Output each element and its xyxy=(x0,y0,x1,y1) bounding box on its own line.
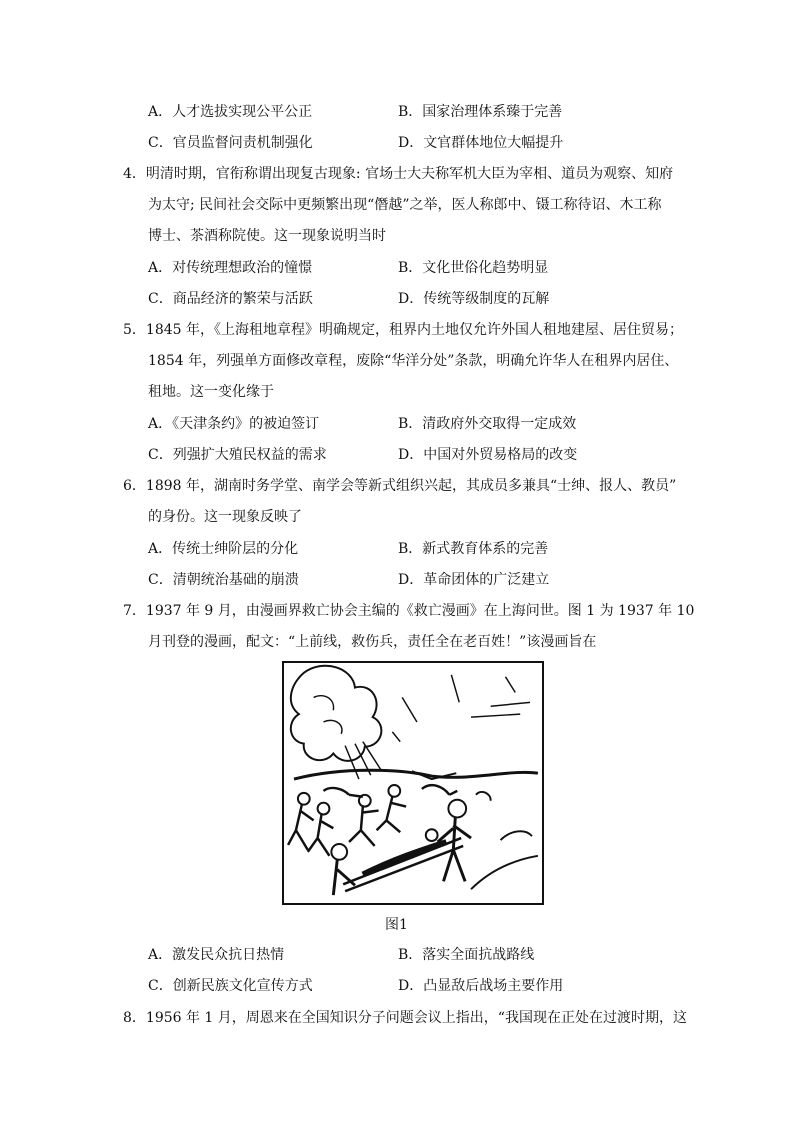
cartoon-figure xyxy=(282,661,544,905)
q3-option-b: B．国家治理体系臻于完善 xyxy=(398,104,563,120)
q5-option-c: C．列强扩大殖民权益的需求 xyxy=(148,447,327,463)
figure-caption: 图1 xyxy=(385,917,408,933)
q6-option-d: D．革命团体的广泛建立 xyxy=(398,572,550,588)
q4-option-b: B．文化世俗化趋势明显 xyxy=(398,260,549,276)
q7-option-a: A．激发民众抗日热情 xyxy=(148,947,285,963)
q5-option-b: B．清政府外交取得一定成效 xyxy=(398,416,577,432)
q4-stem-line-1: 4．明清时期，官衔称谓出现复古现象: 官场士大夫称军机大臣为宰相、道员为观察、知府 xyxy=(123,166,674,182)
q4-stem-line-3: 博士、茶酒称院使。这一现象说明当时 xyxy=(148,228,386,244)
q3-option-d: D．文官群体地位大幅提升 xyxy=(398,135,564,151)
q5-stem-line-1: 5．1845 年，《上海租地章程》明确规定，租界内土地仅允许外国人租地建屋、居住贸易； xyxy=(123,322,683,338)
q5-stem-line-3: 租地。这一变化缘于 xyxy=(148,384,274,400)
q3-option-a: A．人才选拔实现公平公正 xyxy=(148,104,313,120)
q7-stem-line-2: 月刊登的漫画，配文：“上前线，救伤兵，责任全在老百姓！”该漫画旨在 xyxy=(148,634,597,650)
q5-option-d: D．中国对外贸易格局的改变 xyxy=(398,447,578,463)
q6-stem-line-2: 的身份。这一现象反映了 xyxy=(148,509,302,525)
q6-option-a: A．传统士绅阶层的分化 xyxy=(148,541,299,557)
q4-stem-line-2: 为太守; 民间社会交际中更频繁出现“僭越”之举，医人称郎中、镊工称待诏、木工称 xyxy=(148,197,662,213)
q7-option-c: C．创新民族文化宣传方式 xyxy=(148,978,313,994)
q6-stem-line-1: 6．1898 年，湖南时务学堂、南学会等新式组织兴起，其成员多兼具“士绅、报人、教员” xyxy=(123,478,677,494)
q7-option-b: B．落实全面抗战路线 xyxy=(398,947,535,963)
q4-option-d: D．传统等级制度的瓦解 xyxy=(398,291,550,307)
q3-option-c: C．官员监督问责机制强化 xyxy=(148,135,313,151)
cartoon-illustration xyxy=(284,663,542,903)
q6-option-b: B．新式教育体系的完善 xyxy=(398,541,549,557)
q5-option-a: A．《天津条约》的被迫签订 xyxy=(148,416,320,432)
q4-option-c: C．商品经济的繁荣与活跃 xyxy=(148,291,313,307)
q8-stem-line-1: 8．1956 年 1 月，周恩来在全国知识分子问题会议上指出，“我国现在正处在过渡时期，这 xyxy=(123,1010,687,1026)
q5-stem-line-2: 1854 年，列强单方面修改章程，废除“华洋分处”条款，明确允许华人在租界内居住、 xyxy=(148,353,679,369)
q4-option-a: A．对传统理想政治的憧憬 xyxy=(148,260,313,276)
q6-option-c: C．清朝统治基础的崩溃 xyxy=(148,572,299,588)
q7-option-d: D．凸显敌后战场主要作用 xyxy=(398,978,564,994)
q7-stem-line-1: 7．1937 年 9 月，由漫画界救亡协会主编的《救亡漫画》在上海问世。图 1 为 1937 年 10 xyxy=(123,603,695,619)
